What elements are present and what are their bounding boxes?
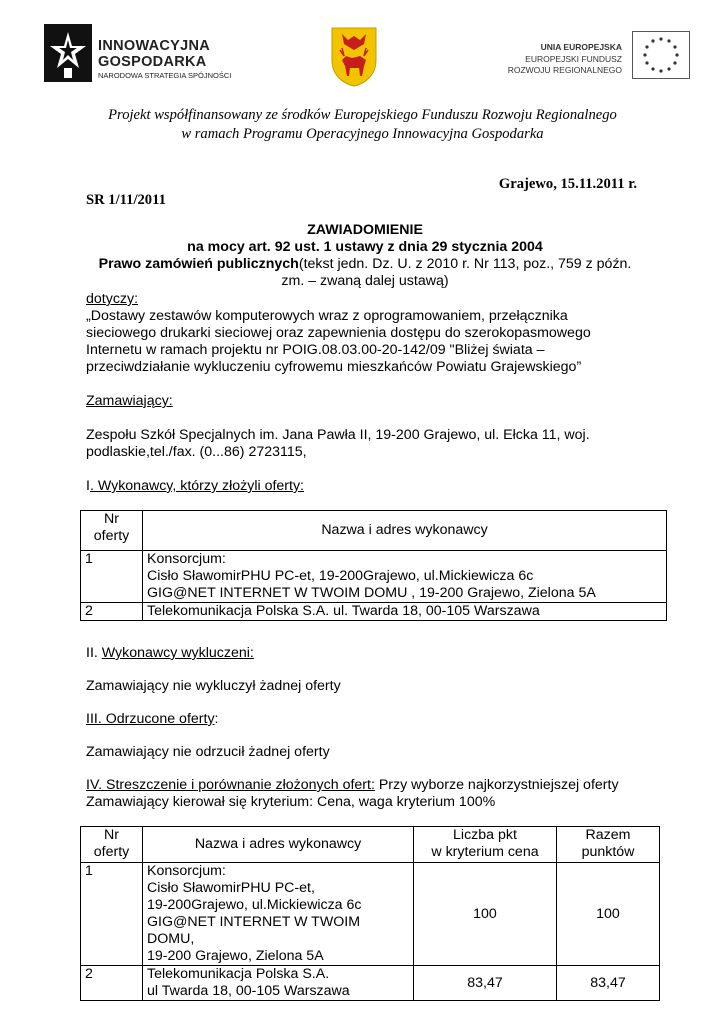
contractor-details: [143, 603, 667, 621]
section2-title: Wykonawcy wykluczeni:: [101, 645, 254, 661]
table-header-row: [81, 827, 660, 863]
title-act-continuation: zm. – zwaną dalej ustawą): [281, 273, 449, 289]
section2-text: Zamawiający nie wykluczył żadnej oferty: [86, 678, 341, 694]
comparison-table: [80, 826, 660, 1001]
section2-prefix: II.: [86, 645, 102, 661]
header-offer-number: [81, 827, 143, 863]
total-points: 83,47: [557, 966, 660, 1001]
table-row: [81, 966, 660, 1001]
section4-rest: Przy wyborze najkorzystniejszej oferty: [374, 777, 619, 793]
title-act-reference: (tekst jedn. Dz. U. z 2010 r. Nr 113, poz., 759 z późn.: [298, 256, 632, 272]
concerns-label: dotyczy:: [86, 291, 139, 307]
eu-logo: [500, 28, 690, 86]
reference-number: SR 1/11/2011: [86, 192, 166, 208]
header-offer-number: [81, 511, 143, 551]
header-nr-line1: Nr: [104, 827, 119, 843]
eu-flag-icon: [632, 31, 690, 79]
total-points: 100: [557, 863, 660, 966]
ig-logo-line2: GOSPODARKA: [98, 54, 207, 70]
offer-number: 2: [81, 966, 143, 1001]
section4-title: IV. Streszczenie i porównanie złożonych ofert:: [86, 777, 375, 793]
section1-prefix: I: [86, 478, 90, 494]
contractor-line: GIG@NET INTERNET W TWOIM DOMU , 19-200 Grajewo, Zielona 5A: [147, 585, 596, 601]
header-contractor-name: Nazwa i adres wykonawcy: [143, 827, 414, 863]
section2-heading: [86, 645, 254, 662]
section4-heading: [86, 777, 619, 794]
contractor-line: 19-200 Grajewo, Zielona 5A: [147, 948, 324, 964]
buyer-line1: Zespołu Szkół Specjalnych im. Jana Pawła II, 19-200 Grajewo, ul. Ełcka 11, woj.: [86, 427, 590, 443]
eu-logo-line3: ROZWOJU REGIONALNEGO: [507, 65, 622, 75]
contractor-details: [143, 863, 414, 966]
concerns-line: Internetu w ramach projektu nr POIG.08.03.00-20-142/09 "Bliżej świata –: [86, 342, 545, 358]
concerns-line: sieciowego drukarki sieciowej oraz zapewnienia dostępu do szerokopasmowego: [86, 325, 591, 341]
header-points: [414, 827, 557, 863]
table-header-row: [81, 511, 667, 551]
contractor-line: Konsorcjum:: [147, 863, 226, 879]
header-total-line1: Razem: [585, 827, 631, 843]
header-points-line1: Liczba pkt: [453, 827, 517, 843]
section1-title: . Wykonawcy, którzy złożyli oferty:: [89, 478, 304, 494]
section3-heading: [86, 711, 219, 728]
table-row: [81, 551, 667, 603]
contractor-line: Telekomunikacja Polska S.A. ul. Twarda 18, 00-105 Warszawa: [147, 603, 540, 619]
buyer-line2: podlaskie,tel./fax. (0...86) 2723115,: [86, 444, 307, 460]
header-contractor-name: Nazwa i adres wykonawcy: [143, 511, 667, 551]
offer-number: 1: [81, 863, 143, 966]
contractor-line: ul Twarda 18, 00-105 Warszawa: [147, 983, 350, 999]
innowacyjna-gospodarka-logo: [44, 24, 244, 84]
place-date: Grajewo, 15.11.2011 r.: [498, 176, 637, 192]
ig-logo-line1: INNOWACYJNA: [98, 38, 211, 54]
title-act-line: [80, 256, 650, 273]
section4-criterion: Zamawiający kierował się kryterium: Cena, waga kryterium 100%: [86, 794, 496, 810]
concerns-line: przeciwdziałanie wykluczeniu cyfrowemu mieszkańców Powiatu Grajewskiego”: [86, 359, 582, 375]
header-total: [557, 827, 660, 863]
contractor-line: Telekomunikacja Polska S.A.: [147, 966, 330, 982]
table-row: [81, 603, 667, 621]
header-nr-line1: Nr: [104, 511, 119, 527]
offer-number: 1: [81, 551, 143, 603]
buyer-details: [86, 427, 686, 461]
project-note-line1: Projekt współfinansowany ze środków Europejskiego Funduszu Rozwoju Regionalnego: [108, 107, 617, 123]
contractor-line: Konsorcjum:: [147, 551, 226, 567]
ig-logo-line3: NARODOWA STRATEGIA SPÓJNOŚCI: [98, 71, 232, 80]
header-total-line2: punktów: [581, 844, 635, 860]
contractor-line: GIG@NET INTERNET W TWOIM DOMU,: [147, 914, 361, 947]
contractor-details: [143, 966, 414, 1001]
concerns-line: „Dostawy zestawów komputerowych wraz z oprogramowaniem, przełącznika: [86, 308, 568, 324]
section1-heading: [86, 478, 304, 495]
ig-star-icon: [44, 24, 92, 82]
project-note-line2: w ramach Programu Operacyjnego Innowacyjna Gospodarka: [181, 126, 544, 142]
header-nr-line2: oferty: [93, 844, 130, 860]
header-points-line2: w kryterium cena: [431, 844, 539, 860]
contractor-details: [143, 551, 667, 603]
contractor-line: 19-200Grajewo, ul.Mickiewicza 6c: [147, 897, 362, 913]
header-nr-line2: oferty: [93, 528, 130, 544]
contractor-line: Cisło SławomirPHU PC-et,: [147, 880, 315, 896]
title-legal-basis: na mocy art. 92 ust. 1 ustawy z dnia 29 stycznia 2004: [187, 239, 543, 255]
eu-logo-line2: EUROPEJSKI FUNDUSZ: [525, 54, 622, 64]
price-points: 83,47: [414, 966, 557, 1001]
notice-title: [80, 222, 650, 290]
concerns-block: [86, 291, 686, 376]
podlaskie-coat-of-arms: [330, 26, 378, 88]
project-note: [0, 106, 725, 144]
buyer-label: Zamawiający:: [86, 393, 173, 409]
section3-text: Zamawiający nie odrzucił żadnej oferty: [86, 744, 330, 760]
coat-of-arms-icon: [330, 26, 378, 88]
section3-title: III. Odrzucone oferty: [86, 711, 215, 727]
offer-number: 2: [81, 603, 143, 621]
section3-suffix: :: [214, 711, 219, 727]
offers-table: [80, 510, 667, 621]
eu-logo-line1: UNIA EUROPEJSKA: [540, 42, 622, 52]
title-heading: ZAWIADOMIENIE: [307, 222, 423, 238]
table-row: [81, 863, 660, 966]
price-points: 100: [414, 863, 557, 966]
contractor-line: Cisło SławomirPHU PC-et, 19-200Grajewo, ul.Mickiewicza 6c: [147, 568, 534, 584]
title-act-name: Prawo zamówień publicznych: [98, 256, 299, 272]
